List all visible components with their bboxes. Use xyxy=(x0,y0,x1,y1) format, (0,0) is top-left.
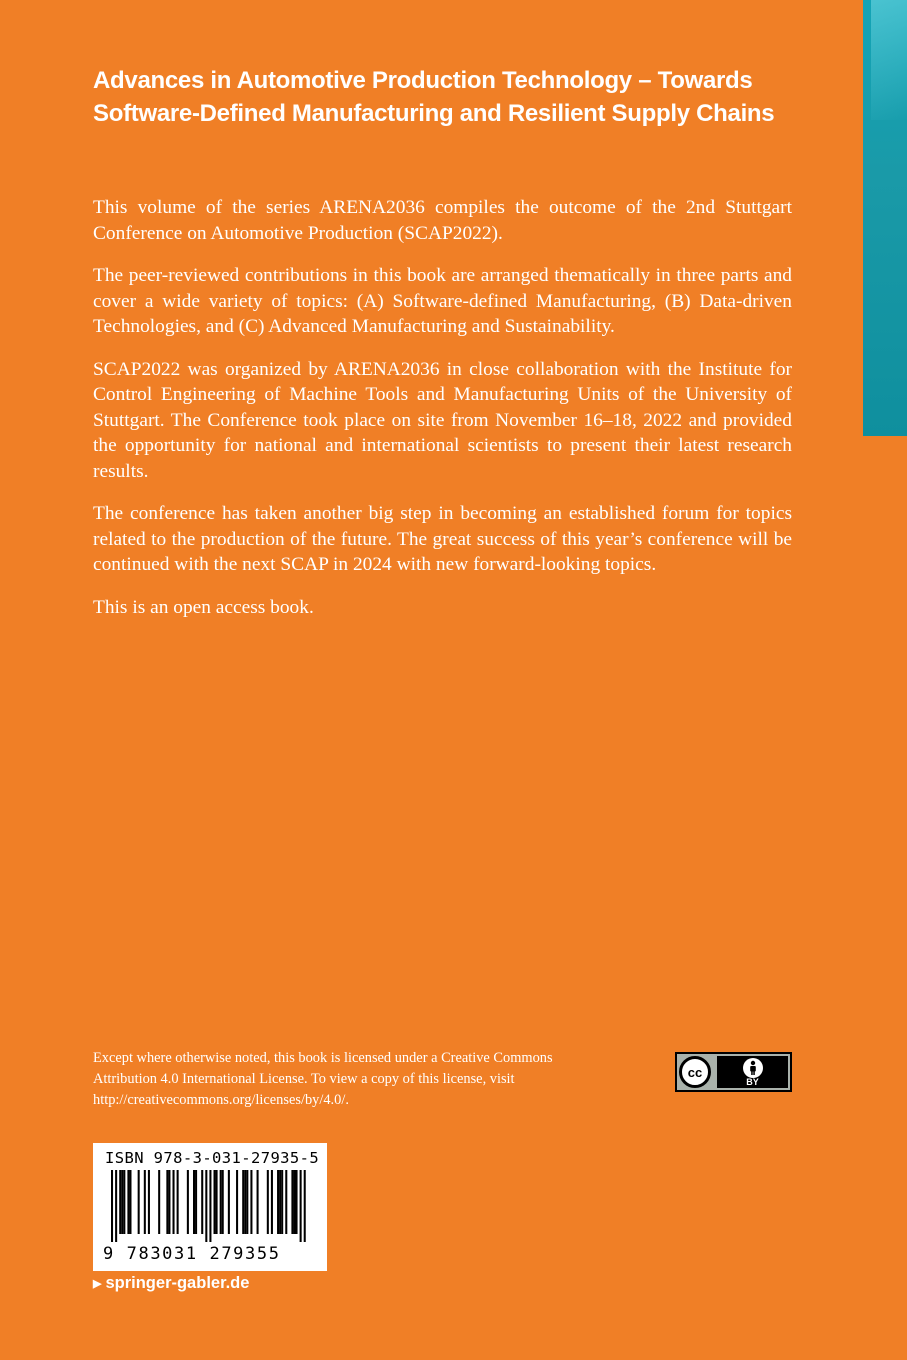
person-icon xyxy=(746,1060,760,1076)
barcode-bar xyxy=(173,1170,175,1234)
barcode-bar xyxy=(123,1170,125,1234)
barcode-bar xyxy=(115,1170,117,1242)
book-title-line-2: Software-Defined Manufacturing and Resilient Supply Chains xyxy=(93,100,775,127)
barcode-bar xyxy=(285,1170,287,1234)
barcode-bar xyxy=(277,1170,279,1234)
barcode-bar xyxy=(236,1170,238,1234)
creative-commons-icon xyxy=(679,1056,711,1088)
book-title xyxy=(93,64,813,130)
barcode-digits: 9 783031 279355 xyxy=(103,1244,281,1264)
barcode-bar xyxy=(279,1170,281,1234)
barcode-bar xyxy=(271,1170,273,1234)
barcode-bar xyxy=(214,1170,216,1234)
barcode-bar xyxy=(193,1170,195,1234)
barcode-bar xyxy=(222,1170,224,1234)
barcode-bar xyxy=(220,1170,222,1234)
by-label: BY xyxy=(746,1077,759,1087)
barcode-bar xyxy=(177,1170,179,1234)
barcode-bar xyxy=(296,1170,298,1234)
description-paragraph-2: The peer-reviewed contributions in this book are arranged thematically in three parts and cover a wide variety of topics: (A) Software-defined Manufacturing, (B) Data-driven Technologies, and (C) Advanced Manufacturing and Sustainability. xyxy=(93,265,792,337)
barcode-bar xyxy=(205,1170,207,1242)
barcode-bar xyxy=(201,1170,203,1234)
isbn-label: ISBN 978-3-031-27935-5 xyxy=(105,1149,320,1167)
barcode-bar xyxy=(129,1170,131,1234)
book-description xyxy=(93,195,792,637)
license-notice xyxy=(93,1048,563,1111)
barcode-bar xyxy=(246,1170,248,1234)
barcode-bar xyxy=(121,1170,123,1234)
barcode-bar xyxy=(144,1170,146,1234)
barcode-bar xyxy=(168,1170,170,1234)
barcode-bar xyxy=(209,1170,211,1242)
barcode-icon xyxy=(101,1170,319,1242)
barcode-bar xyxy=(250,1170,252,1234)
barcode-bar xyxy=(138,1170,140,1234)
open-access-note: This is an open access book. xyxy=(93,596,314,618)
cc-label: cc xyxy=(687,1064,703,1080)
book-title-line-1: Advances in Automotive Production Technology – Towards xyxy=(93,67,753,94)
description-paragraph-4: The conference has taken another big step in becoming an established forum for topics related to the production of the future. The great success of this year’s conference will be continued with the next SCAP in 2024 with new forward-looking topics. xyxy=(93,503,792,575)
barcode-bar xyxy=(166,1170,168,1234)
barcode-bar xyxy=(267,1170,269,1234)
publisher-link[interactable] xyxy=(93,1274,249,1293)
barcode-bar xyxy=(187,1170,189,1234)
barcode-bar xyxy=(293,1170,295,1234)
attribution-panel xyxy=(717,1056,788,1088)
barcode-bar xyxy=(244,1170,246,1234)
publisher-url: springer-gabler.de xyxy=(105,1274,250,1292)
description-paragraph-3: SCAP2022 was organized by ARENA2036 in close collaboration with the Institute for Control Engineering of Machine Tools and Manufacturing Units of the University of Stuttgart. The Conference took place on site from November 16–18, 2022 and provided the opportunity for national and international scientists to present their latest research results. xyxy=(93,358,792,482)
barcode-bar xyxy=(158,1170,160,1234)
barcode-bar xyxy=(127,1170,129,1234)
cc-by-license-badge[interactable] xyxy=(675,1052,792,1092)
barcode-bar xyxy=(291,1170,293,1234)
license-text: Except where otherwise noted, this book is licensed under a Creative Commons Attribution 4.0 International License. To view a copy of this license, visit http://creativecommons.org/licenses/by/4.0/. xyxy=(93,1050,553,1108)
barcode-bar xyxy=(257,1170,259,1234)
description-paragraph-1: This volume of the series ARENA2036 compiles the outcome of the 2nd Stuttgart Conference on Automotive Production (SCAP2022). xyxy=(93,197,792,244)
play-arrow-icon: ▶ xyxy=(93,1278,102,1290)
isbn-barcode xyxy=(93,1143,327,1271)
barcode-bar xyxy=(242,1170,244,1234)
attribution-person-icon xyxy=(743,1058,763,1078)
barcode-bar xyxy=(216,1170,218,1234)
side-accent-stripe xyxy=(863,0,907,436)
barcode-bar xyxy=(228,1170,230,1234)
barcode-bar xyxy=(300,1170,302,1242)
barcode-bar xyxy=(281,1170,283,1234)
barcode-bar xyxy=(111,1170,113,1242)
barcode-bar xyxy=(119,1170,121,1234)
barcode-bar xyxy=(195,1170,197,1234)
barcode-bar xyxy=(148,1170,150,1234)
barcode-bar xyxy=(304,1170,306,1242)
